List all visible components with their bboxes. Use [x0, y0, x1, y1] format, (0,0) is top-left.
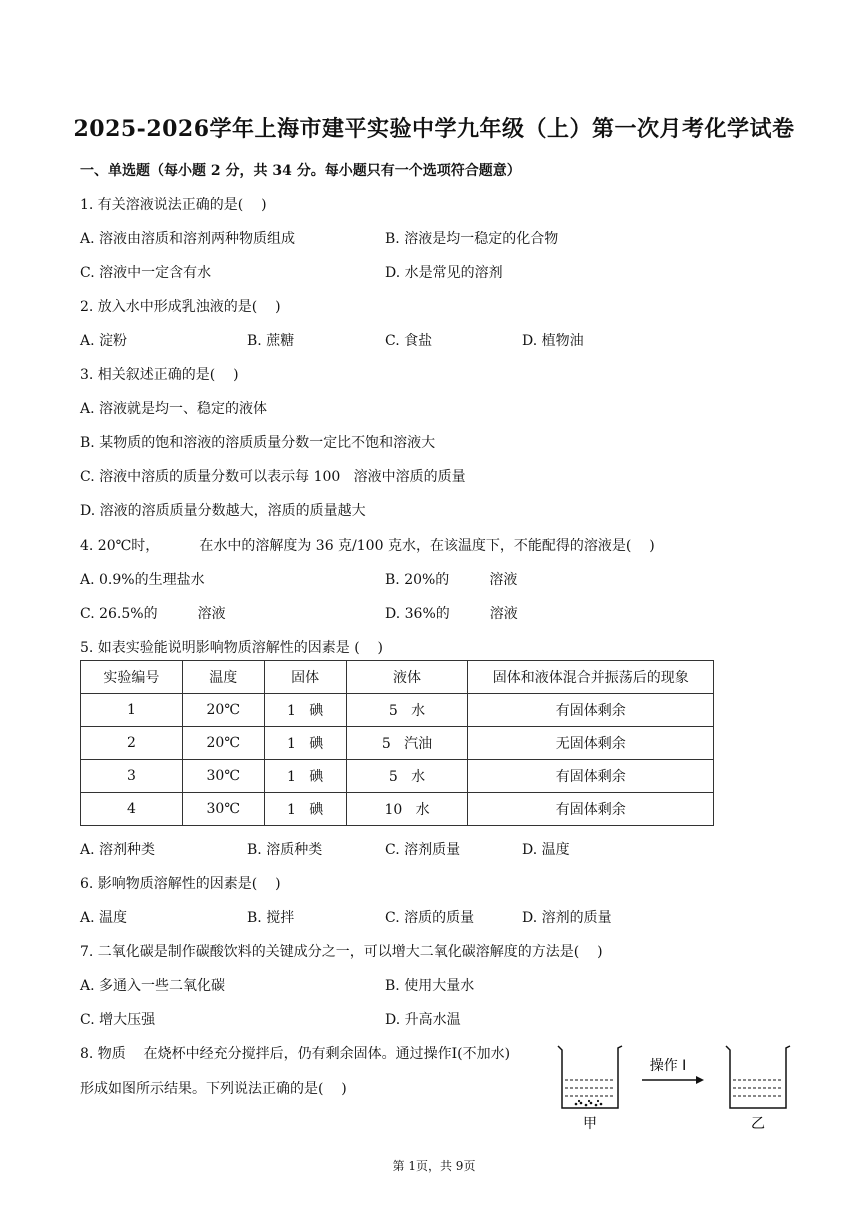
table-cell: 有固体剩余: [468, 694, 714, 727]
exam-title: 2025-2026学年上海市建平实验中学九年级（上）第一次月考化学试卷: [73, 116, 795, 142]
operation-label: 操作 I: [649, 1058, 687, 1074]
beaker-figure: [548, 1040, 798, 1138]
question-5-stem: 5. 如表实验能说明影响物质溶解性的因素是 ( ): [80, 640, 383, 656]
table-cell: 有固体剩余: [468, 793, 714, 826]
table-cell: 5 水: [346, 760, 468, 793]
q6-option-d: D. 溶剂的质量: [522, 910, 612, 926]
table-cell: 20℃: [182, 727, 264, 760]
q1-option-c: C. 溶液中一定含有水: [80, 265, 212, 281]
table-cell: 5 汽油: [346, 727, 468, 760]
q2-option-c: C. 食盐: [385, 333, 433, 349]
q1-option-b: B. 溶液是均一稳定的化合物: [385, 231, 559, 247]
q6-option-c: C. 溶质的质量: [385, 910, 475, 926]
beaker-left: [558, 1046, 622, 1108]
table-header-cell: 实验编号: [81, 661, 183, 694]
experiment-table: [80, 660, 714, 826]
q6-option-b: B. 搅拌: [247, 910, 295, 926]
table-row: [81, 760, 714, 793]
table-cell: 20℃: [182, 694, 264, 727]
q7-option-a: A. 多通入一些二氧化碳: [80, 978, 226, 994]
question-7-stem: 7. 二氧化碳是制作碳酸饮料的关键成分之一，可以增大二氧化碳溶解度的方法是( ): [80, 944, 603, 960]
table-cell: 10 水: [346, 793, 468, 826]
question-3-stem: 3. 相关叙述正确的是( ): [80, 367, 239, 383]
q2-option-a: A. 淀粉: [80, 333, 128, 349]
q5-option-d: D. 温度: [522, 842, 570, 858]
table-cell: 无固体剩余: [468, 727, 714, 760]
q4-option-b: B. 20%的 溶液: [385, 572, 518, 588]
q1-option-a: A. 溶液由溶质和溶剂两种物质组成: [80, 231, 296, 247]
beaker-right-label: 乙: [751, 1116, 765, 1132]
table-row: [81, 694, 714, 727]
table-cell: 5 水: [346, 694, 468, 727]
table-cell: 2: [81, 727, 183, 760]
table-header-row: [81, 661, 714, 694]
q3-option-a: A. 溶液就是均一、稳定的液体: [80, 401, 268, 417]
table-header-cell: 固体和液体混合并振荡后的现象: [468, 661, 714, 694]
q3-option-b: B. 某物质的饱和溶液的溶质质量分数一定比不饱和溶液大: [80, 435, 436, 451]
section-heading: 一、单选题（每小题 2 分，共 34 分。每小题只有一个选项符合题意）: [80, 163, 521, 179]
question-2-stem: 2. 放入水中形成乳浊液的是( ): [80, 299, 281, 315]
question-8-stem-line2: 形成如图所示结果。下列说法正确的是( ): [80, 1081, 347, 1097]
q7-option-b: B. 使用大量水: [385, 978, 475, 994]
q5-option-a: A. 溶剂种类: [80, 842, 156, 858]
table-cell: 30℃: [182, 760, 264, 793]
table-header-cell: 液体: [346, 661, 468, 694]
arrow-right-icon: [642, 1076, 704, 1084]
q4-option-a: A. 0.9%的生理盐水: [80, 572, 205, 588]
q2-option-d: D. 植物油: [522, 333, 584, 349]
table-header-cell: 固体: [264, 661, 346, 694]
q7-option-c: C. 增大压强: [80, 1012, 156, 1028]
q2-option-b: B. 蔗糖: [247, 333, 295, 349]
table-header-cell: 温度: [182, 661, 264, 694]
q3-option-c: C. 溶液中溶质的质量分数可以表示每 100 溶液中溶质的质量: [80, 469, 466, 485]
table-cell: 4: [81, 793, 183, 826]
q3-option-d: D. 溶液的溶质质量分数越大，溶质的质量越大: [80, 503, 366, 519]
q1-option-d: D. 水是常见的溶剂: [385, 265, 503, 281]
question-6-stem: 6. 影响物质溶解性的因素是( ): [80, 876, 281, 892]
table-cell: 1 碘: [264, 727, 346, 760]
table-cell: 有固体剩余: [468, 760, 714, 793]
beaker-left-label: 甲: [583, 1116, 597, 1132]
table-row: [81, 727, 714, 760]
question-8-stem-line1: 8. 物质 在烧杯中经充分搅拌后，仍有剩余固体。通过操作I(不加水): [80, 1046, 511, 1062]
table-cell: 1 碘: [264, 760, 346, 793]
q4-option-d: D. 36%的 溶液: [385, 606, 518, 622]
table-cell: 1: [81, 694, 183, 727]
table-cell: 30℃: [182, 793, 264, 826]
table-row: [81, 793, 714, 826]
solid-residue: [575, 1100, 603, 1106]
table-cell: 3: [81, 760, 183, 793]
q6-option-a: A. 温度: [80, 910, 128, 926]
question-4-stem: 4. 20℃时， 在水中的溶解度为 36 克/100 克水，在该温度下，不能配得的溶液是( ): [80, 538, 655, 554]
page-footer: 第 1页，共 9页: [392, 1159, 476, 1173]
q5-option-b: B. 溶质种类: [247, 842, 323, 858]
q4-option-c: C. 26.5%的 溶液: [80, 606, 226, 622]
beaker-right: [726, 1046, 790, 1108]
q7-option-d: D. 升高水温: [385, 1012, 461, 1028]
q5-option-c: C. 溶剂质量: [385, 842, 461, 858]
table-cell: 1 碘: [264, 793, 346, 826]
question-1-stem: 1. 有关溶液说法正确的是( ): [80, 197, 267, 213]
table-cell: 1 碘: [264, 694, 346, 727]
